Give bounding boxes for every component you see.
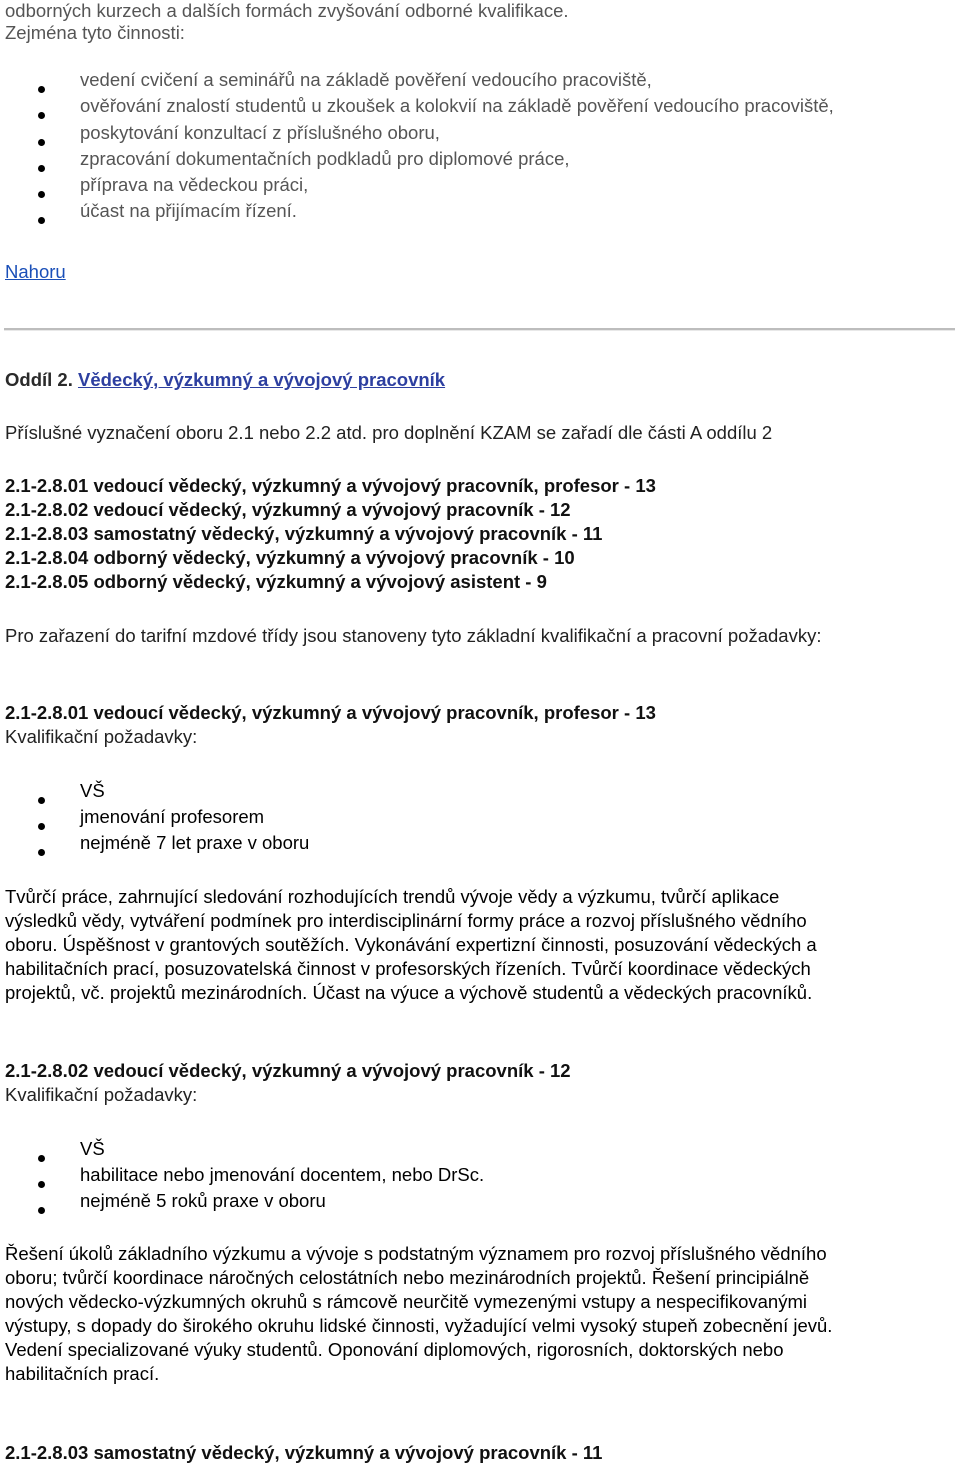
bullet-icon bbox=[38, 217, 45, 224]
section-note: Příslušné vyznačení oboru 2.1 nebo 2.2 atd. pro doplnění KZAM se zařadí dle části A oddílu 2 bbox=[5, 422, 773, 443]
bullet-icon bbox=[38, 823, 45, 830]
code-item: 2.1-2.8.05 odborný vědecký, výzkumný a vývojový asistent - 9 bbox=[5, 571, 547, 592]
position-heading: 2.1-2.8.02 vedoucí vědecký, výzkumný a vývojový pracovník - 12 bbox=[5, 1060, 571, 1081]
bullet-icon bbox=[38, 797, 45, 804]
requirements-label: Kvalifikační požadavky: bbox=[5, 1084, 198, 1105]
description-line: habilitačních prací, posuzovatelská činnost v profesorských řízeních. Tvůrčí koordinace vědeckých bbox=[5, 958, 811, 979]
list-item: nejméně 5 roků praxe v oboru bbox=[80, 1190, 326, 1211]
section-title-link[interactable]: Vědecký, výzkumný a vývojový pracovník bbox=[77, 369, 446, 390]
description-line: Vedení specializované výuky studentů. Oponování diplomových, rigorosních, doktorských nebo bbox=[5, 1339, 784, 1360]
bullet-icon bbox=[38, 86, 45, 93]
description-line: výsledků vědy, vytváření podmínek pro interdisciplinární formy práce a rozvoj příslušného vědního bbox=[5, 910, 807, 931]
description-line: oboru. Úspěšnost v grantových soutěžích. Vykonávání expertizní činnosti, posuzování vědeckých a bbox=[5, 934, 817, 955]
list-item: nejméně 7 let praxe v oboru bbox=[80, 832, 310, 853]
list-item: zpracování dokumentačních podkladů pro diplomové práce, bbox=[80, 148, 570, 169]
list-item: VŠ bbox=[80, 780, 105, 801]
requirements-label: Kvalifikační požadavky: bbox=[5, 726, 198, 747]
list-item: účast na přijímacím řízení. bbox=[80, 200, 297, 221]
code-item: 2.1-2.8.02 vedoucí vědecký, výzkumný a vývojový pracovník - 12 bbox=[5, 499, 571, 520]
list-item: příprava na vědeckou práci, bbox=[80, 174, 309, 195]
description-line: habilitačních prací. bbox=[5, 1363, 160, 1384]
description-line: Řešení úkolů základního výzkumu a vývoje s podstatným významem pro rozvoj příslušného vědního bbox=[5, 1243, 827, 1264]
bullet-icon bbox=[38, 139, 45, 146]
code-item: 2.1-2.8.03 samostatný vědecký, výzkumný a vývojový pracovník - 11 bbox=[5, 523, 603, 544]
description-line: nových vědecko-výzkumných okruhů s rámcově neurčitě vymezenými vstupy a nespecifikovanými bbox=[5, 1291, 807, 1312]
bullet-icon bbox=[38, 1207, 45, 1214]
intro-text: odborných kurzech a dalších formách zvyšování odborné kvalifikace. bbox=[5, 0, 569, 21]
position-heading: 2.1-2.8.03 samostatný vědecký, výzkumný a vývojový pracovník - 11 bbox=[5, 1442, 603, 1463]
list-item: ověřování znalostí studentů u zkoušek a kolokvií na základě pověření vedoucího pracoviště, bbox=[80, 95, 834, 116]
section-divider bbox=[4, 328, 955, 331]
list-item: jmenování profesorem bbox=[80, 806, 265, 827]
description-line: projektů, vč. projektů mezinárodních. Účast na výuce a výchově studentů a vědeckých pracovníků. bbox=[5, 982, 813, 1003]
section-heading bbox=[5, 369, 445, 391]
code-item: 2.1-2.8.04 odborný vědecký, výzkumný a vývojový pracovník - 10 bbox=[5, 547, 575, 568]
bullet-icon bbox=[38, 165, 45, 172]
bullet-icon bbox=[38, 1155, 45, 1162]
bullet-icon bbox=[38, 849, 45, 856]
list-item: VŠ bbox=[80, 1138, 105, 1159]
bullet-icon bbox=[38, 191, 45, 198]
list-item: habilitace nebo jmenování docentem, nebo DrSc. bbox=[80, 1164, 485, 1185]
section-prefix: Oddíl 2. bbox=[5, 369, 73, 390]
description-line: výstupy, s dopady do širokého okruhu lidské činnosti, vyžadující velmi vysoký stupeň zobecnění jevů. bbox=[5, 1315, 833, 1336]
description-line: oboru; tvůrčí koordinace náročných celostátních nebo mezinárodních projektů. Řešení principiálně bbox=[5, 1267, 810, 1288]
position-heading: 2.1-2.8.01 vedoucí vědecký, výzkumný a vývojový pracovník, profesor - 13 bbox=[5, 702, 656, 723]
list-item: poskytování konzultací z příslušného oboru, bbox=[80, 122, 440, 143]
back-to-top-link[interactable]: Nahoru bbox=[5, 261, 66, 282]
requirements-intro: Pro zařazení do tarifní mzdové třídy jsou stanoveny tyto základní kvalifikační a pracovní požadavky: bbox=[5, 625, 822, 646]
description-line: Tvůrčí práce, zahrnující sledování rozhodujících trendů vývoje vědy a výzkumu, tvůrčí aplikace bbox=[5, 886, 780, 907]
code-item: 2.1-2.8.01 vedoucí vědecký, výzkumný a vývojový pracovník, profesor - 13 bbox=[5, 475, 656, 496]
bullet-icon bbox=[38, 1181, 45, 1188]
intro-lead: Zejména tyto činnosti: bbox=[5, 22, 185, 43]
list-item: vedení cvičení a seminářů na základě pověření vedoucího pracoviště, bbox=[80, 69, 652, 90]
bullet-icon bbox=[38, 112, 45, 119]
